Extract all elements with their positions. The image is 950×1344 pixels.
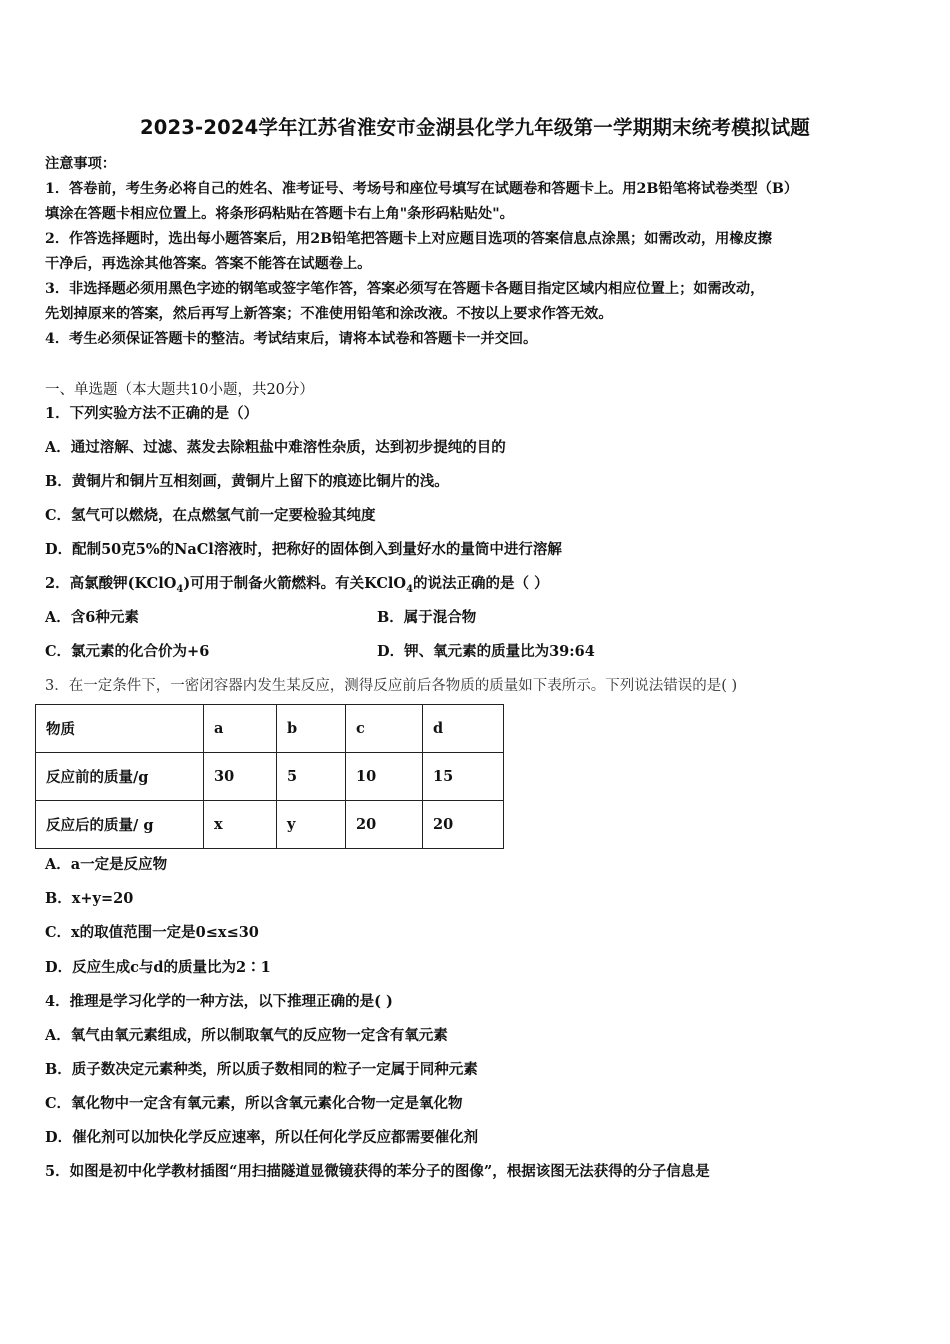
q3-option-a: A．a一定是反应物 (45, 856, 168, 873)
q2-option-c: C．氯元素的化合价为+6 (45, 643, 210, 660)
notice-line: 填涂在答题卡相应位置上。将条形码粘贴在答题卡右上角"条形码粘贴处"。 (45, 206, 514, 222)
table-header-cell: b (277, 705, 346, 753)
notice-line: 3．非选择题必须用黑色字迹的钢笔或签字笔作答，答案必须写在答题卡各题目指定区域内相应位置上；如需改动， (45, 281, 765, 297)
notice-line: 4．考生必须保证答题卡的整洁。考试结束后，请将本试卷和答题卡一并交回。 (45, 331, 538, 347)
table-header-cell: a (204, 705, 277, 753)
q1-option-b: B．黄铜片和铜片互相刻画，黄铜片上留下的痕迹比铜片的浅。 (45, 473, 449, 490)
table-header-cell: 物质 (36, 705, 204, 753)
q3-option-b: B．x+y=20 (45, 890, 134, 907)
q2-stem-part: 2．高氯酸钾(KClO (45, 575, 177, 592)
q2-subscript: 4 (176, 583, 184, 595)
q2-option-b: B．属于混合物 (377, 609, 477, 626)
question-3-stem: 3．在一定条件下，一密闭容器内发生某反应，测得反应前后各物质的质量如下表所示。下列说法错误的是( ) (45, 678, 738, 694)
notice-line: 2．作答选择题时，选出每小题答案后，用2B铅笔把答题卡上对应题目选项的答案信息点涂黑；如需改动，用橡皮擦 (45, 231, 772, 247)
page-title: 2023-2024学年江苏省淮安市金湖县化学九年级第一学期期末统考模拟试题 (139, 116, 811, 139)
q2-option-a: A．含6种元素 (45, 609, 139, 626)
q1-option-a: A．通过溶解、过滤、蒸发去除粗盐中难溶性杂质，达到初步提纯的目的 (45, 439, 506, 456)
notice-line: 1．答卷前，考生务必将自己的姓名、准考证号、考场号和座位号填写在试题卷和答题卡上。用2B铅笔将试卷类型（B） (45, 181, 799, 197)
q1-option-c: C．氢气可以燃烧，在点燃氢气前一定要检验其纯度 (45, 507, 376, 524)
q2-subscript: 4 (406, 583, 414, 595)
question-2-stem (45, 572, 549, 595)
question-4-stem: 4．推理是学习化学的一种方法，以下推理正确的是( ) (45, 993, 393, 1010)
q2-option-d: D．钾、氧元素的质量比为39:64 (377, 643, 595, 660)
q2-stem-part: )可用于制备火箭燃料。有关KClO (183, 575, 407, 592)
q4-option-d: D．催化剂可以加快化学反应速率，所以任何化学反应都需要催化剂 (45, 1129, 479, 1146)
table-row (36, 753, 504, 801)
table-header-cell: d (423, 705, 504, 753)
table-cell: 30 (204, 753, 277, 801)
q4-option-a: A．氧气由氧元素组成，所以制取氧气的反应物一定含有氧元素 (45, 1027, 448, 1044)
section-heading: 一、单选题（本大题共10小题，共20分） (45, 382, 314, 398)
table-cell: 10 (346, 753, 423, 801)
table-cell: 15 (423, 753, 504, 801)
table-cell: 5 (277, 753, 346, 801)
table-cell: 20 (423, 801, 504, 849)
q3-option-c: C．x的取值范围一定是0≤x≤30 (45, 924, 259, 941)
notice-line: 干净后，再选涂其他答案。答案不能答在试题卷上。 (45, 256, 372, 272)
table-header-cell: c (346, 705, 423, 753)
table-cell: y (277, 801, 346, 849)
notice-line: 先划掉原来的答案，然后再写上新答案；不准使用铅笔和涂改液。不按以上要求作答无效。 (45, 306, 613, 322)
table-cell: 反应后的质量/ g (36, 801, 204, 849)
table-cell: 20 (346, 801, 423, 849)
table-cell: x (204, 801, 277, 849)
q2-stem-part: 的说法正确的是（ ） (413, 575, 549, 592)
q1-option-d: D．配制50克5%的NaCl溶液时，把称好的固体倒入到量好水的量筒中进行溶解 (45, 541, 562, 558)
question-1-stem: 1．下列实验方法不正确的是（） (45, 405, 259, 422)
mass-table (35, 704, 504, 849)
q4-option-c: C．氧化物中一定含有氧元素，所以含氧元素化合物一定是氧化物 (45, 1095, 463, 1112)
notice-heading: 注意事项： (45, 156, 116, 172)
question-5-stem: 5．如图是初中化学教材插图“用扫描隧道显微镜获得的苯分子的图像”，根据该图无法获得的分子信息是 (45, 1163, 710, 1180)
q3-option-d: D．反应生成c与d的质量比为2∶1 (45, 959, 271, 976)
table-cell: 反应前的质量/g (36, 753, 204, 801)
table-header-row (36, 705, 504, 753)
table-row (36, 801, 504, 849)
q4-option-b: B．质子数决定元素种类，所以质子数相同的粒子一定属于同种元素 (45, 1061, 478, 1078)
